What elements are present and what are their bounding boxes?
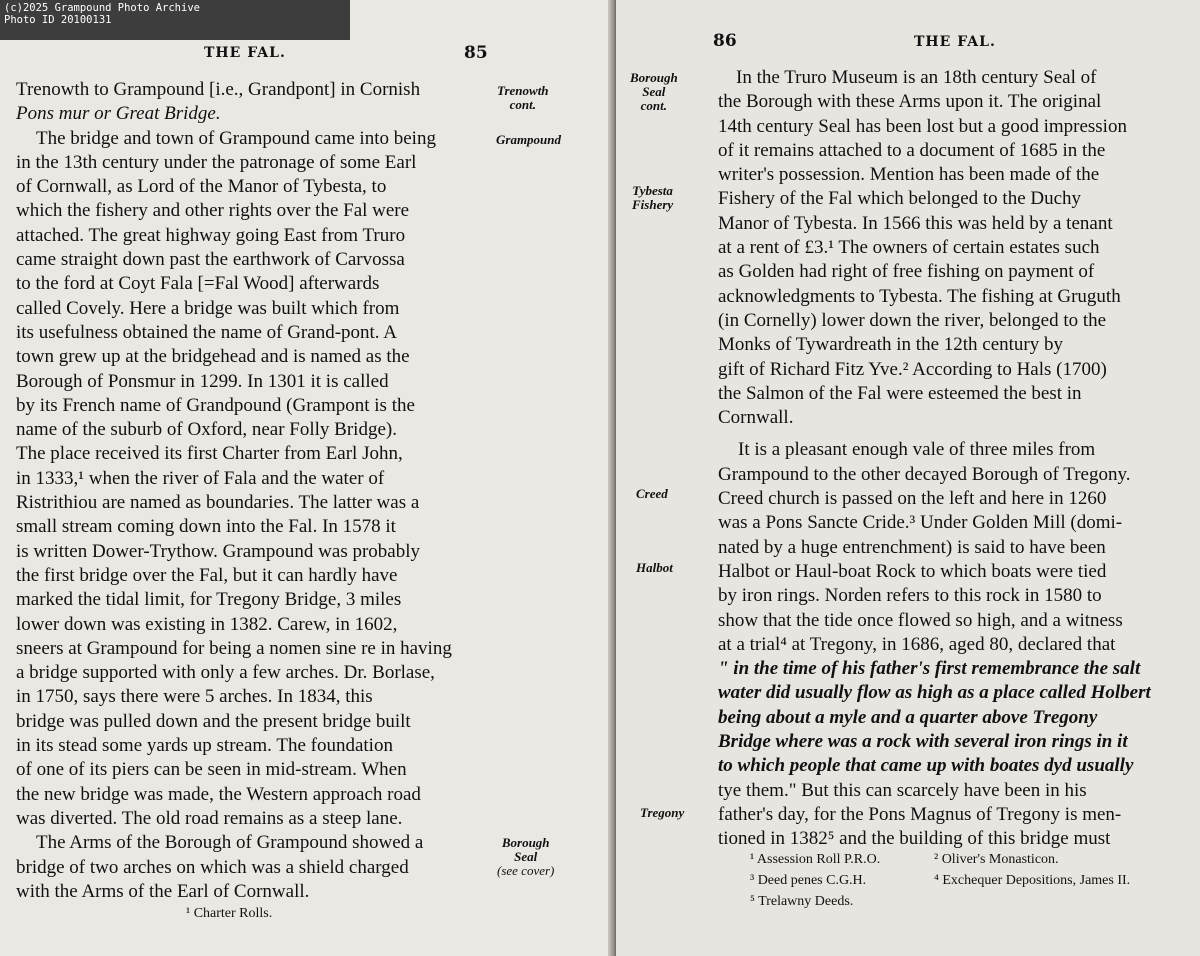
margin-note-trenowth	[497, 84, 549, 112]
text-line: in 1750, says there were 5 arches. In 1834, this	[16, 686, 373, 708]
running-head-left: THE FAL.	[204, 45, 286, 61]
right-page-body	[718, 66, 1151, 852]
text-line: (in Cornelly) lower down the river, belonged to the	[718, 309, 1107, 331]
text-line: writer's possession. Mention has been made of the	[718, 164, 1100, 186]
text-line: the Salmon of the Fal were esteemed the best in	[718, 382, 1082, 404]
text-line: Creed church is passed on the left and here in 1260	[718, 488, 1107, 510]
text-line: The place received its first Charter from Earl John,	[16, 443, 403, 465]
text-line: water did usually flow as high as a place called Holbert	[718, 682, 1151, 704]
text-line: Cornwall.	[718, 407, 794, 429]
archive-watermark	[0, 0, 350, 40]
footnote-2: ² Oliver's Monasticon.	[934, 852, 1059, 867]
text-line: lower down was existing in 1382. Carew, in 1602,	[16, 613, 398, 635]
text-line: at a trial⁴ at Tregony, in 1686, aged 80, declared that	[718, 633, 1116, 655]
text-line: in its stead some yards up stream. The foundation	[16, 735, 393, 757]
text-line: In the Truro Museum is an 18th century Seal of	[736, 67, 1097, 88]
text-line: in the 13th century under the patronage of some Earl	[16, 151, 417, 173]
footnote-3: ³ Deed penes C.G.H.	[750, 873, 867, 888]
text-line: the new bridge was made, the Western approach road	[16, 783, 421, 805]
margin-note-creed	[636, 487, 668, 501]
margin-note-line: cont.	[640, 98, 668, 113]
text-line: in 1333,¹ when the river of Fala and the water of	[16, 467, 385, 489]
right-page	[616, 0, 1200, 956]
margin-note-line: Borough	[501, 835, 550, 850]
text-line: Grampound to the other decayed Borough of Tregony.	[718, 463, 1131, 485]
text-line: tioned in 1382⁵ and the building of this bridge must	[718, 828, 1111, 850]
margin-note-line: Tregony	[640, 805, 685, 820]
text-line: " in the time of his father's first remembrance the salt	[718, 658, 1141, 680]
text-line: Trenowth to Grampound [i.e., Grandpont] in Cornish	[16, 79, 421, 100]
text-line: is written Dower-Trythow. Grampound was probably	[16, 540, 421, 562]
text-line: to which people that came up with boates dyd usually	[718, 755, 1134, 777]
text-line: 14th century Seal has been lost but a good impression	[718, 115, 1127, 137]
margin-note-line: (see cover)	[497, 863, 555, 878]
margin-note-line: Grampound	[496, 132, 562, 147]
text-line: gift of Richard Fitz Yve.² According to Hals (1700)	[718, 358, 1107, 380]
text-line: small stream coming down into the Fal. In 1578 it	[16, 516, 396, 538]
text-line: attached. The great highway going East from Truro	[16, 224, 406, 246]
text-line: being about a myle and a quarter above Tregony	[718, 706, 1098, 728]
running-head-right: THE FAL.	[914, 34, 996, 50]
text-line: the first bridge over the Fal, but it can hardly have	[16, 564, 398, 586]
text-line: of it remains attached to a document of 1685 in the	[718, 139, 1106, 161]
text-line: nated by a huge entrenchment) is said to have been	[718, 536, 1106, 558]
text-line: a bridge supported with only a few arches. Dr. Borlase,	[16, 662, 435, 684]
text-line: with the Arms of the Earl of Cornwall.	[16, 880, 310, 902]
margin-note-line: Trenowth	[497, 83, 549, 98]
margin-note-line: Fishery	[632, 197, 674, 212]
margin-note-line: Borough	[630, 70, 678, 85]
text-line: the Borough with these Arms upon it. The original	[718, 91, 1102, 113]
text-line: The bridge and town of Grampound came into being	[36, 127, 436, 149]
margin-note-line: Halbot	[636, 560, 673, 575]
text-line: called Covely. Here a bridge was built which from	[16, 297, 400, 319]
text-line: Borough of Ponsmur in 1299. In 1301 it is called	[16, 370, 389, 392]
text-line: It is a pleasant enough vale of three miles from	[738, 439, 1096, 461]
margin-note-borough-seal-cont	[630, 71, 678, 113]
margin-note-line: Seal	[642, 84, 666, 99]
margin-note-borough-seal	[497, 836, 554, 878]
margin-note-halbot	[636, 561, 673, 575]
text-line: to the ford at Coyt Fala [=Fal Wood] afterwards	[16, 273, 380, 295]
text-line: marked the tidal limit, for Tregony Bridge, 3 miles	[16, 589, 402, 611]
footnote-5: ⁵ Trelawny Deeds.	[750, 894, 854, 909]
margin-note-grampound	[496, 133, 561, 147]
margin-note-line: cont.	[509, 97, 536, 112]
text-line: by its French name of Grandpound (Grampont is the	[16, 394, 415, 416]
text-line: of one of its piers can be seen in mid-stream. When	[16, 759, 407, 781]
left-page-body	[16, 78, 452, 904]
text-line: as Golden had right of free fishing on payment of	[718, 261, 1095, 283]
text-line: sneers at Grampound for being a nomen sine re in having	[16, 637, 452, 659]
margin-note-line: Tybesta	[632, 183, 673, 198]
watermark-copyright: (c)2025 Grampound Photo Archive	[4, 2, 200, 14]
text-line: Fishery of the Fal which belonged to the Duchy	[718, 188, 1082, 210]
watermark-photo-id: Photo ID 20100131	[4, 14, 112, 26]
text-line: Bridge where was a rock with several iron rings in it	[718, 731, 1128, 753]
text-line: bridge of two arches on which was a shield charged	[16, 856, 409, 878]
page-number-right: 86	[713, 31, 737, 51]
text-line: tye them." But this can scarcely have been in his	[718, 779, 1087, 801]
footnote-1: ¹ Assession Roll P.R.O.	[750, 852, 881, 867]
text-line: Ristrithiou are named as boundaries. The latter was a	[16, 492, 420, 514]
text-line: town grew up at the bridgehead and is named as the	[16, 346, 410, 368]
text-line: which the fishery and other rights over the Fal were	[16, 200, 410, 222]
text-line: was a Pons Sancte Cride.³ Under Golden Mill (domi-	[718, 512, 1123, 534]
page-number-left: 85	[464, 43, 488, 63]
text-line: Monks of Tywardreath in the 12th century by	[718, 334, 1063, 356]
text-line: of Cornwall, as Lord of the Manor of Tybesta, to	[16, 176, 387, 198]
text-line: The Arms of the Borough of Grampound showed a	[36, 832, 424, 854]
text-line: its usefulness obtained the name of Grand-pont. A	[16, 321, 397, 343]
text-line: father's day, for the Pons Magnus of Tregony is men-	[718, 803, 1122, 825]
margin-note-tregony	[640, 806, 684, 820]
footnote-4: ⁴ Exchequer Depositions, James II.	[934, 873, 1131, 888]
text-line: came straight down past the earthwork of Carvossa	[16, 249, 405, 271]
margin-note-line: Creed	[636, 486, 668, 501]
text-line: Manor of Tybesta. In 1566 this was held by a tenant	[718, 212, 1113, 234]
text-line: Halbot or Haul-boat Rock to which boats were tied	[718, 560, 1107, 582]
text-line: Pons mur or Great Bridge.	[16, 103, 221, 125]
footnote-left: ¹ Charter Rolls.	[186, 906, 273, 921]
margin-note-line: Seal	[514, 849, 538, 864]
text-line: by iron rings. Norden refers to this rock in 1580 to	[718, 585, 1102, 607]
text-line: show that the tide once flowed so high, and a witness	[718, 609, 1123, 631]
text-line: acknowledgments to Tybesta. The fishing at Gruguth	[718, 285, 1121, 307]
text-line: was diverted. The old road remains as a steep lane.	[16, 807, 403, 829]
text-line: at a rent of £3.¹ The owners of certain estates such	[718, 237, 1100, 259]
text-line: bridge was pulled down and the present bridge built	[16, 710, 411, 732]
text-line: name of the suburb of Oxford, near Folly Bridge).	[16, 419, 397, 441]
margin-note-tybesta-fishery	[632, 184, 673, 212]
